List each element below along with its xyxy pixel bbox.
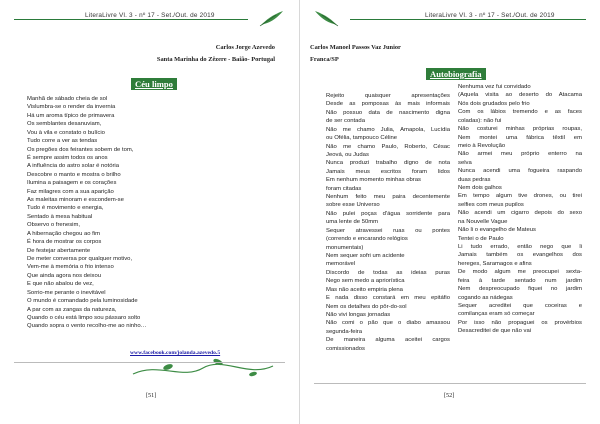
poem-line: Não vivi longas jornadas [326,311,391,318]
poem-line: Desacreditei de que não vai [458,328,532,335]
poem-line: coladas): não fui [458,117,502,124]
poem-line: monumentais) [326,244,364,251]
poem-line: Li tudo errado, então nego que li [458,244,582,251]
poem-line: memorável [326,261,356,268]
author-name: Carlos Manoel Passos Vaz Junior [310,44,401,51]
poem-title: Autobiografia [426,68,486,80]
poem-line: Jamais meus escritos foram lidos [326,168,450,175]
page-header [14,10,284,28]
poem-line: feira à tarde sentado num jardim [458,277,582,284]
poem-line: Não possuo data de nascimento digna [326,109,450,116]
author-name: Carlos Jorge Azevedo [215,44,275,51]
poem-line: meio à Revolução [458,142,506,149]
poem-line: (Aquela visita ao deserto do Atacama [458,92,582,99]
header-rule [14,19,248,20]
poem-line: Descobre o manto e mostra o brilho [27,171,121,178]
poem-line: Quando o céu está limpo sou pássaro solto [27,314,141,321]
poem-line: Não li o evangelho de Mateus [458,227,536,234]
poem-line: foram citadas [326,185,362,192]
poem-line: Jeová, ou Judas [326,151,369,158]
poem-line: De modo algum me preocupei sexta- [458,269,582,276]
poem-line: Os semblantes desanuviam, [27,121,102,128]
header-rule [350,19,586,20]
poem-line: Nem despreocupado fiquei no jardim [458,286,582,293]
poem-line: E nada disso constará em meu epitáfio [326,295,450,302]
footer-rule [14,362,285,363]
poem-line: Há um aroma típico de primavera [27,112,115,119]
poem-line: A par com as zangas da natureza, [27,306,117,313]
poem-line: Sequer atravessei ruas ou pontes [326,227,450,234]
poem-line: De festejar abertamente [27,247,91,254]
poem-line: Não acendi um cigarro depois do sexo [458,210,582,217]
poem-line: comissionados [326,345,365,352]
poem-line: uma lente de 50mm [326,219,379,226]
vine-ornament-icon [128,352,278,382]
poem-line: Não pulei poças d'água sorridente para [326,210,450,217]
poem-line: Rejeito quaisquer apresentações [326,93,450,99]
poem-line: Nem montei uma fábrica têxtil em [458,134,582,141]
quill-feather-icon [258,10,284,28]
poem-line: duas pedras [458,176,491,183]
footer-rule [314,383,586,384]
poem-line: Mas não aceito empiria plena [326,286,403,293]
poem-line: Não costurei minhas próprias roupas, [458,126,582,133]
poem-line: Ilumina a paisagem e os corações [27,180,117,187]
poem-line: Sorrio-me perante o inevitável [27,289,106,296]
page-number: [51] [146,392,157,399]
poem-line: Vislumbra-se o render da invernia [27,104,116,111]
poem-line: Nenhuma vez fui convidado [458,84,531,90]
facebook-link[interactable]: www.facebook.com/jolanda.azevedo.5 [130,350,221,356]
poem-line: Em tempo algum tive drones, ou tirei [458,193,582,200]
poem-line: Nunca acendi uma fogueira raspando [458,168,582,175]
author-location: Franca/SP [310,56,339,63]
header-text: LiteraLivre Vl. 3 - nº 17 - Set./Out. de 2019 [82,12,218,19]
poem-line: Sentado à mesa habitual [27,213,93,220]
poem-column-1 [326,92,450,353]
poem-line: Tentei o de Paulo [458,235,504,242]
poem-line: na Nouvelle Vague [458,218,508,225]
poem-line: Desde as pomposas às mais informais [326,101,450,108]
poem-line: Vem-me à memória o frio intenso [27,264,114,271]
poem-line: hereges, Saramagos e afins [458,260,532,267]
poem-line: Quando sopra o vento recolho-me ao ninho… [27,323,147,330]
poem-line: Nós dois grudados pelo frio [458,100,530,107]
poem-line: Discordo de todas as ideias puras [326,269,450,276]
poem-line: cogando as nádegas [458,294,513,301]
poem-line: Jamais também os evangelhos dos [458,252,582,259]
poem-line: A influência do astro solar é notória [27,163,120,170]
poem-line: O mundo é comandado pela luminosidade [27,298,138,305]
poem-line: Não comi o pão que o diabo amassou [326,320,450,327]
poem-line: Não me chamo Julia, Amapola, Lucídia [326,126,450,133]
poem-line: Manhã de sábado cheia de sol [27,96,108,102]
poem-column-2 [458,83,582,336]
left-page [0,0,299,424]
poem-line: comilanças eram só começar [458,311,535,318]
poem-line: As maleitas minoram e escondem-se [27,197,124,204]
poem-line: sobre esse Universo [326,202,380,209]
page-number: [52] [444,392,455,399]
poem-title: Céu limpo [131,78,177,90]
poem-line: Nunca produzi trabalho digno de nota [326,160,450,167]
page-header [314,10,586,28]
poem-line: Vou à vila e constato o bulício [27,129,105,136]
poem-line: Nenhum feito meu paira decentemente [326,194,450,201]
poem-line: segunda-feira [326,328,363,335]
poem-line: Com os lábios tremendo e as faces [458,109,582,116]
header-text: LiteraLivre Vl. 3 - nº 17 - Set./Out. de 2019 [422,12,558,19]
poem-line: Observo o frenesim, [27,222,81,229]
quill-feather-icon [314,10,340,28]
poem-line: Sequer acreditei que coceiras e [458,302,582,309]
poem-line: Em nenhum momento minhas obras [326,177,421,184]
poem-line: Tudo é movimento e energia, [27,205,104,212]
poem-line: Que ainda agora nos deixou [27,272,102,279]
poem-line: (correndo e encarando relógios [326,236,408,243]
poem-line: Não me chamo Paulo, Roberto, Césac [326,143,450,150]
right-page [300,0,600,424]
poem-line: E que não abalou de vez, [27,281,94,288]
poem-line: Não armei meu próprio enterro na [458,151,582,158]
poem-line: A hibernação chegou ao fim [27,230,101,237]
poem-line: Os pregões dos feirantes sobem de tom, [27,146,134,153]
poem-body [27,95,147,331]
poem-line: Nem dois galhos [458,185,502,192]
poem-line: Faz milagres com a sua aparição [27,188,114,195]
poem-line: De meter conversa por qualquer motivo, [27,256,133,263]
poem-line: É hora de mostrar os corpos [27,239,102,246]
poem-line: Nem os detalhes do pôr-do-sol [326,303,407,310]
poem-line: É sempre assim todos os anos [27,154,108,161]
poem-line: ou Ofélia, tampouco Céline [326,135,398,142]
poem-line: Nego sem medo a apriorística [326,278,405,285]
poem-line: Nem sequer sofri um acidente [326,253,405,260]
poem-line: De maneira alguma aceitei cargos [326,337,450,344]
poem-line: de ser contada [326,118,365,125]
poem-line: Tudo corre a ver as tendas [27,138,98,145]
author-location: Santa Marinha do Zêzere - Baião- Portugal [156,56,275,63]
poem-line: Por isso não propaguei os provérbios [458,319,582,326]
poem-line: selfies com meus pupilos [458,201,524,208]
poem-line: selva [458,159,472,166]
